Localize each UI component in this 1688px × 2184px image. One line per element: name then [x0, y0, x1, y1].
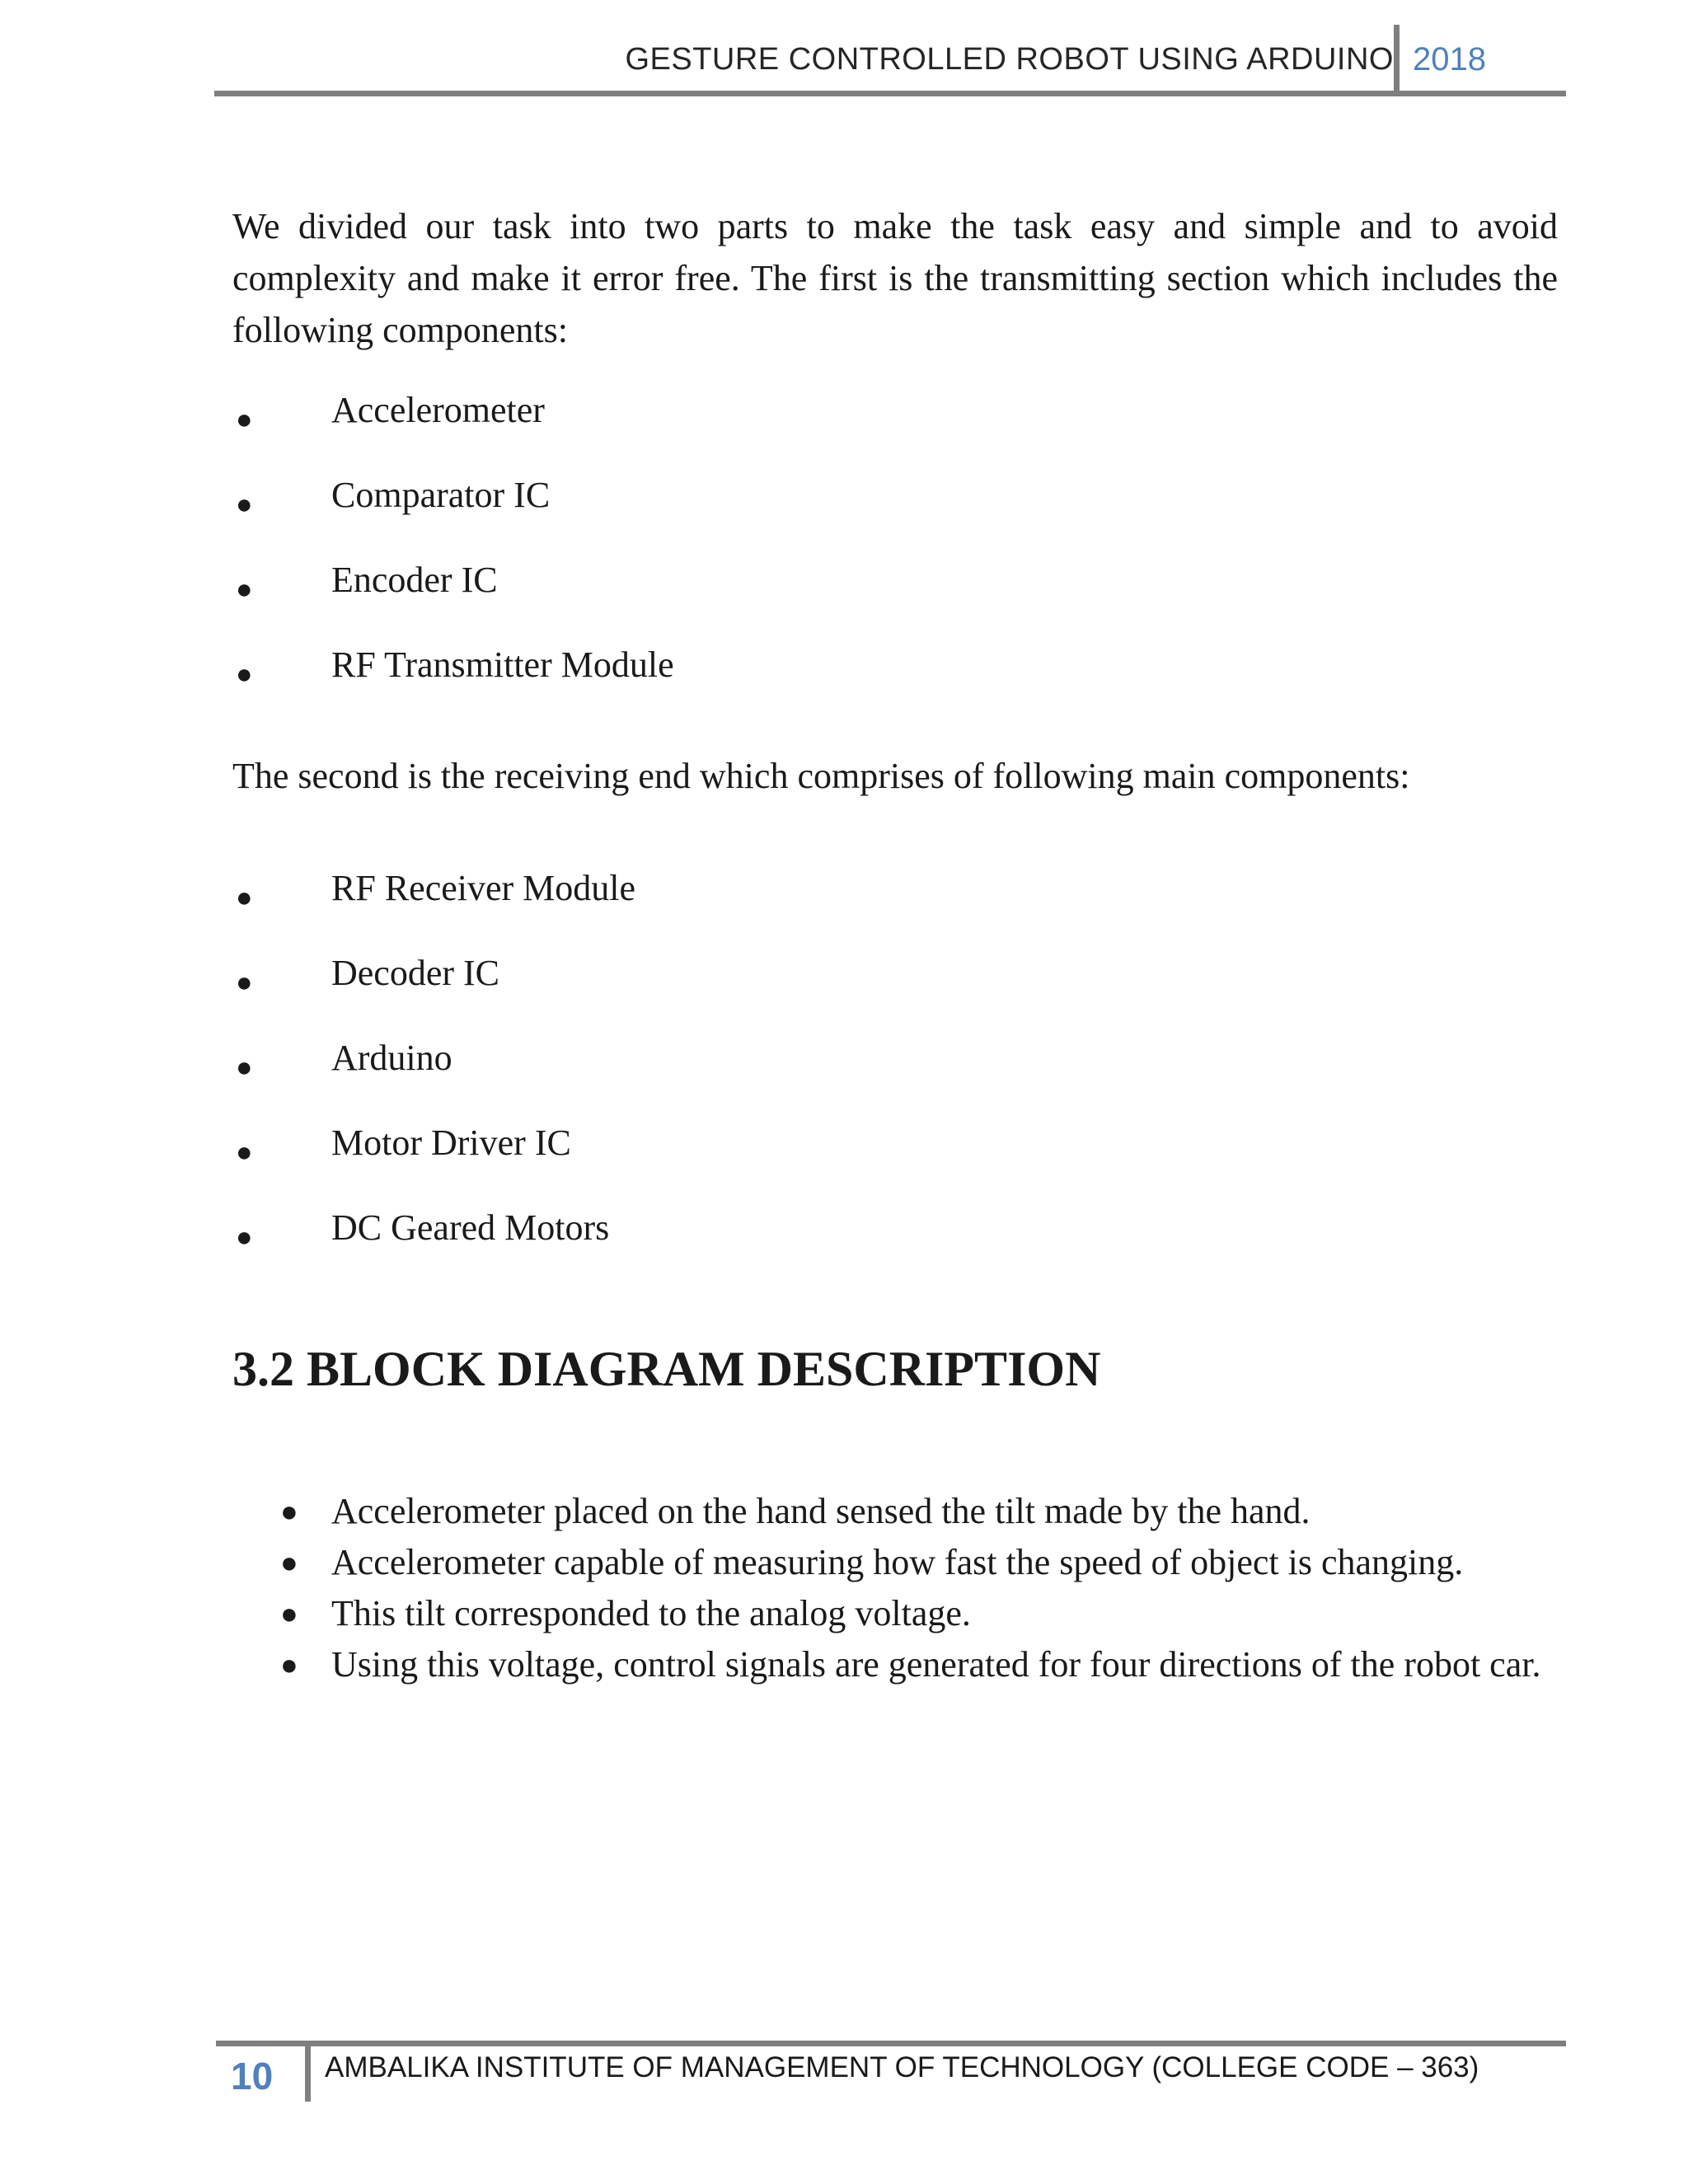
bullet-icon: ●: [280, 1597, 298, 1630]
list-item: ● Accelerometer capable of measuring how fast the speed of object is changing.: [280, 1539, 1559, 1586]
bullet-icon: ●: [280, 1648, 298, 1681]
bullet-icon: ●: [236, 968, 253, 998]
list-item: ● Using this voltage, control signals are generated for four directions of the robot car.: [280, 1641, 1559, 1689]
intro-paragraph: We divided our task into two parts to make the task easy and simple and to avoid complexity and make it error free. The first is the transmitting section which includes the following components:: [232, 206, 1558, 350]
bullet-icon: ●: [236, 490, 253, 520]
block-diagram-points-list: [280, 1488, 1559, 1692]
bullet-icon: ●: [236, 1137, 253, 1168]
bullet-icon: ●: [236, 405, 253, 435]
page-number: 10: [231, 2055, 274, 2097]
header-divider: [1394, 25, 1400, 96]
bullet-icon: ●: [236, 1222, 253, 1253]
bullet-icon: ●: [280, 1546, 298, 1579]
footer-institution: AMBALIKA INSTITUTE OF MANAGEMENT OF TECHNOLOGY (COLLEGE CODE – 363): [325, 2051, 1479, 2083]
running-header-year: 2018: [1413, 41, 1486, 77]
running-header-title: GESTURE CONTROLLED ROBOT USING ARDUINO: [625, 42, 1394, 77]
section-heading: 3.2 BLOCK DIAGRAM DESCRIPTION: [232, 1342, 1101, 1396]
header-rule: [214, 91, 1566, 96]
bullet-icon: ●: [280, 1495, 298, 1528]
bullet-icon: ●: [236, 1052, 253, 1083]
bullet-icon: ●: [236, 883, 253, 913]
list-item: ● Accelerometer placed on the hand sensed the tilt made by the hand.: [280, 1488, 1559, 1535]
footer-divider: [305, 2044, 311, 2102]
list-item: ● This tilt corresponded to the analog voltage.: [280, 1590, 1559, 1638]
bullet-icon: ●: [236, 659, 253, 690]
bullet-icon: ●: [236, 574, 253, 605]
receiver-paragraph: The second is the receiving end which comprises of following main components:: [232, 756, 1410, 796]
